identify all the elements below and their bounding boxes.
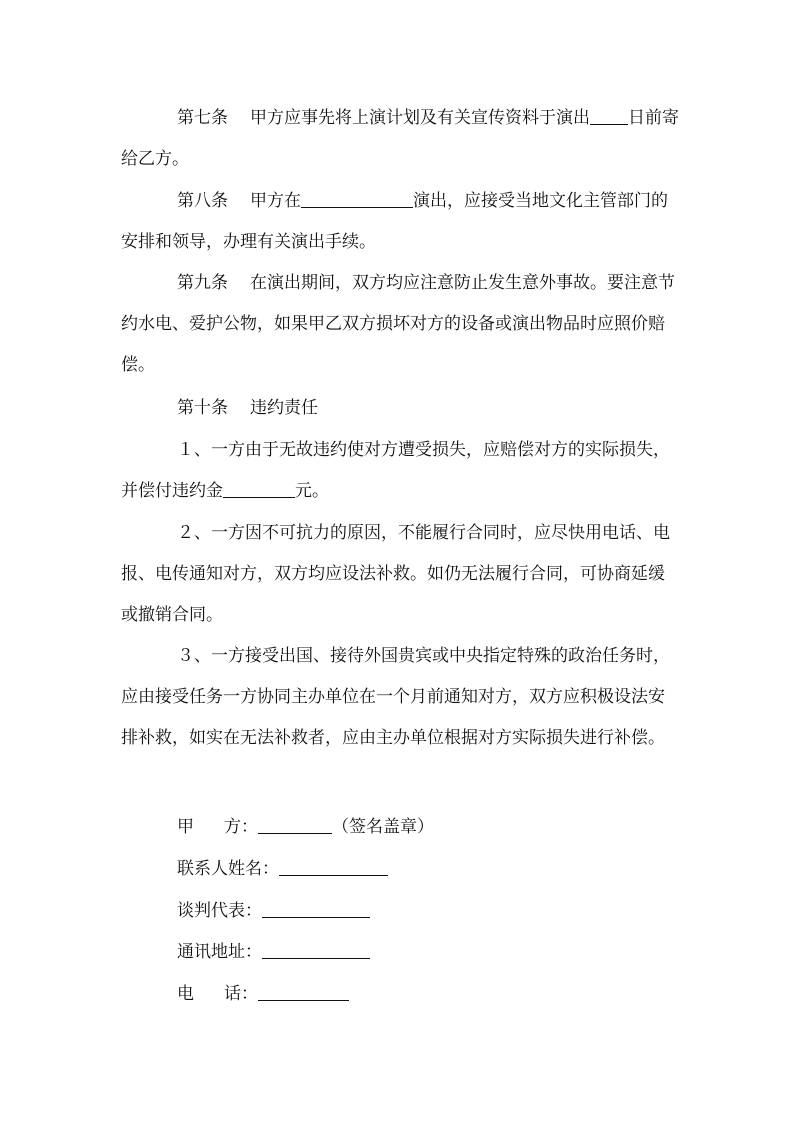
phone-label-2: 话： (224, 984, 258, 1004)
address-line (177, 940, 370, 964)
article-7 (121, 98, 681, 180)
article-10-title: 违约责任 (250, 398, 318, 418)
article-8-label: 第八条 (177, 191, 228, 211)
negotiator-field[interactable] (262, 901, 370, 918)
contact-field[interactable] (279, 859, 388, 876)
article-9-label: 第九条 (177, 273, 228, 293)
clause-1-text-end: 元。 (295, 481, 329, 501)
party-a-line (177, 815, 434, 839)
address-label: 通讯地址： (177, 942, 262, 962)
article-8 (121, 181, 681, 263)
contact-label: 联系人姓名： (177, 859, 279, 879)
article-8-text: 甲方在 (250, 191, 301, 211)
article-10 (177, 396, 318, 420)
article-7-label: 第七条 (177, 108, 228, 128)
article-9-text: 在演出期间，双方均应注意防止发生意外事故。要注意节约水电、爱护公物，如果甲乙双方损坏对方的设备或演出物品时应照价赔偿。 (121, 273, 675, 375)
article-7-text: 甲方应事先将上演计划及有关宣传资料于演出 (250, 108, 590, 128)
article-7-text-end: 日前寄给乙方。 (121, 108, 679, 169)
clause-3 (121, 636, 681, 759)
article-10-label: 第十条 (177, 398, 228, 418)
party-a-label-2: 方： (224, 817, 258, 837)
phone-label-1: 电 (177, 984, 194, 1004)
clause-2 (121, 513, 681, 636)
clause-2-text: ２、一方因不可抗力的原因，不能履行合同时，应尽快用电话、电报、电传通知对方，双方均应设法补救。如仍无法履行合同，可协商延缓或撤销合同。 (121, 523, 670, 625)
phone-field[interactable] (258, 984, 349, 1001)
negotiator-label: 谈判代表： (177, 901, 262, 921)
blank-days[interactable] (590, 108, 628, 125)
clause-1-text: １、一方由于无故违约使对方遭受损失，应赔偿对方的实际损失，并偿付违约金 (121, 440, 670, 501)
party-a-label-1: 甲 (177, 817, 194, 837)
address-field[interactable] (262, 942, 370, 959)
party-a-note: （签名盖章） (332, 817, 434, 837)
clause-3-text: ３、一方接受出国、接待外国贵宾或中央指定特殊的政治任务时，应由接受任务一方协同主办单位在一个月前通知对方，双方应积极设法安排补救，如实在无法补救者，应由主办单位根据对方实际损失进行补偿。 (121, 646, 670, 748)
blank-venue[interactable] (301, 191, 413, 208)
contact-line (177, 857, 388, 881)
clause-1 (121, 430, 681, 512)
party-a-field[interactable] (258, 817, 332, 834)
blank-penalty-amount[interactable] (223, 481, 295, 498)
negotiator-line (177, 899, 370, 923)
article-9 (121, 263, 681, 386)
phone-line (177, 982, 349, 1006)
article-8-text-end: 演出，应接受当地文化主管部门的安排和领导，办理有关演出手续。 (121, 191, 668, 252)
